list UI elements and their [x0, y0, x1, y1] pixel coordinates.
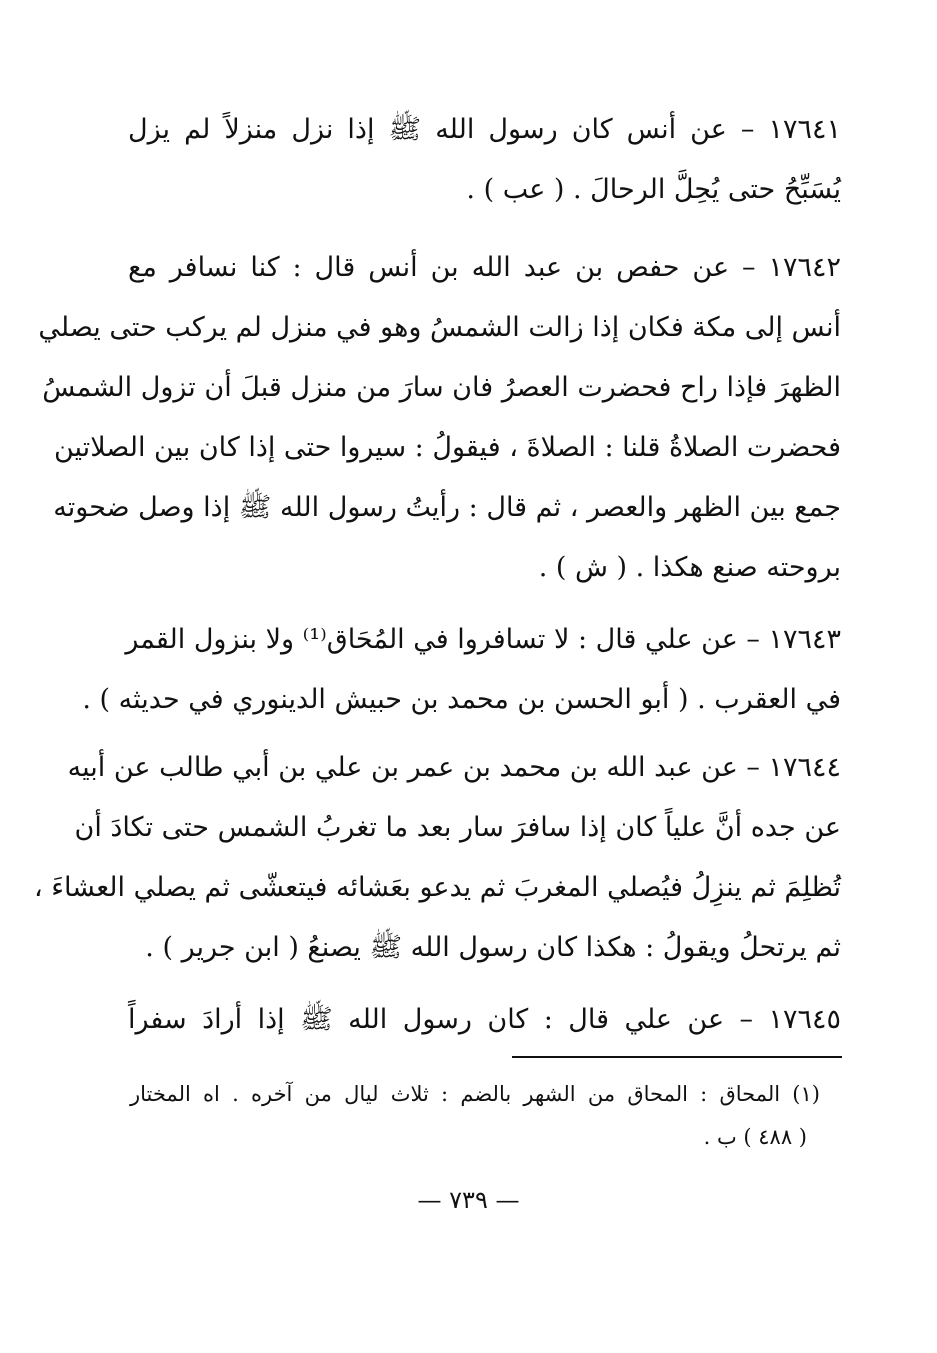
text-line: في العقرب . ( أبو الحسن بن محمد بن حبيش الدينوري في حديثه ) . — [82, 684, 841, 715]
footnote-line: ( ٤٨٨ ) ب . — [703, 1125, 807, 1149]
hadith-17645 — [128, 990, 841, 1052]
text-line: ١٧٦٤١ – عن أنس كان رسول الله ﷺ إذا نزل منزلاً لم يزل — [128, 114, 841, 145]
hadith-17641 — [128, 100, 841, 230]
text-line: يُسَبِّحُ حتى يُحِلَّ الرحالَ . ( عب ) . — [466, 174, 841, 205]
text-line: بروحته صنع هكذا . ( ش ) . — [538, 552, 841, 583]
footnote-separator — [512, 1056, 842, 1058]
page-number: — ٧٣٩ — — [417, 1186, 520, 1214]
hadith-17644 — [33, 738, 841, 988]
text-line: فحضرت الصلاةُ قلنا : الصلاةَ ، فيقولُ : سيروا حتى إذا كان بين الصلاتين — [53, 432, 841, 463]
text-line: ١٧٦٤٤ – عن عبد الله بن محمد بن عمر بن علي بن أبي طالب عن أبيه — [67, 752, 841, 783]
text-line: أنس إلى مكة فكان إذا زالت الشمسُ وهو في منزل لم يركب حتى يصلي — [38, 312, 841, 343]
text-line: عن جده أنَّ علياً كان إذا سافرَ سار بعد ما تغربُ الشمس حتى تكادَ أن — [74, 812, 841, 843]
hadith-17642 — [38, 238, 841, 608]
text-line: ثم يرتحلُ ويقولُ : هكذا كان رسول الله ﷺ يصنعُ ( ابن جرير ) . — [145, 932, 841, 963]
hadith-17643 — [82, 610, 841, 740]
text-line: ١٧٦٤٣ – عن علي قال : لا تسافروا في المُحَاق⁽¹⁾ ولا بنزول القمر — [125, 624, 841, 655]
footnote-line: (١) المحاق : المحاق من الشهر بالضم : ثلاث ليال من آخره . اه المختار — [130, 1082, 820, 1106]
text-line: ١٧٦٤٢ – عن حفص بن عبد الله بن أنس قال : كنا نسافر مع — [128, 252, 841, 283]
text-line: الظهرَ فإذا راح فحضرت العصرُ فان سارَ من منزل قبلَ أن تزول الشمسُ — [42, 372, 841, 403]
text-line: جمع بين الظهر والعصر ، ثم قال : رأيتُ رسول الله ﷺ إذا وصل ضحوته — [53, 492, 841, 523]
text-line: تُظلِمَ ثم ينزِلُ فيُصلي المغربَ ثم يدعو بعَشائه فيتعشّى ثم يصلي العشاءَ ، — [33, 872, 841, 903]
text-line: ١٧٦٤٥ – عن علي قال : كان رسول الله ﷺ إذا أرادَ سفراً — [128, 1004, 841, 1035]
